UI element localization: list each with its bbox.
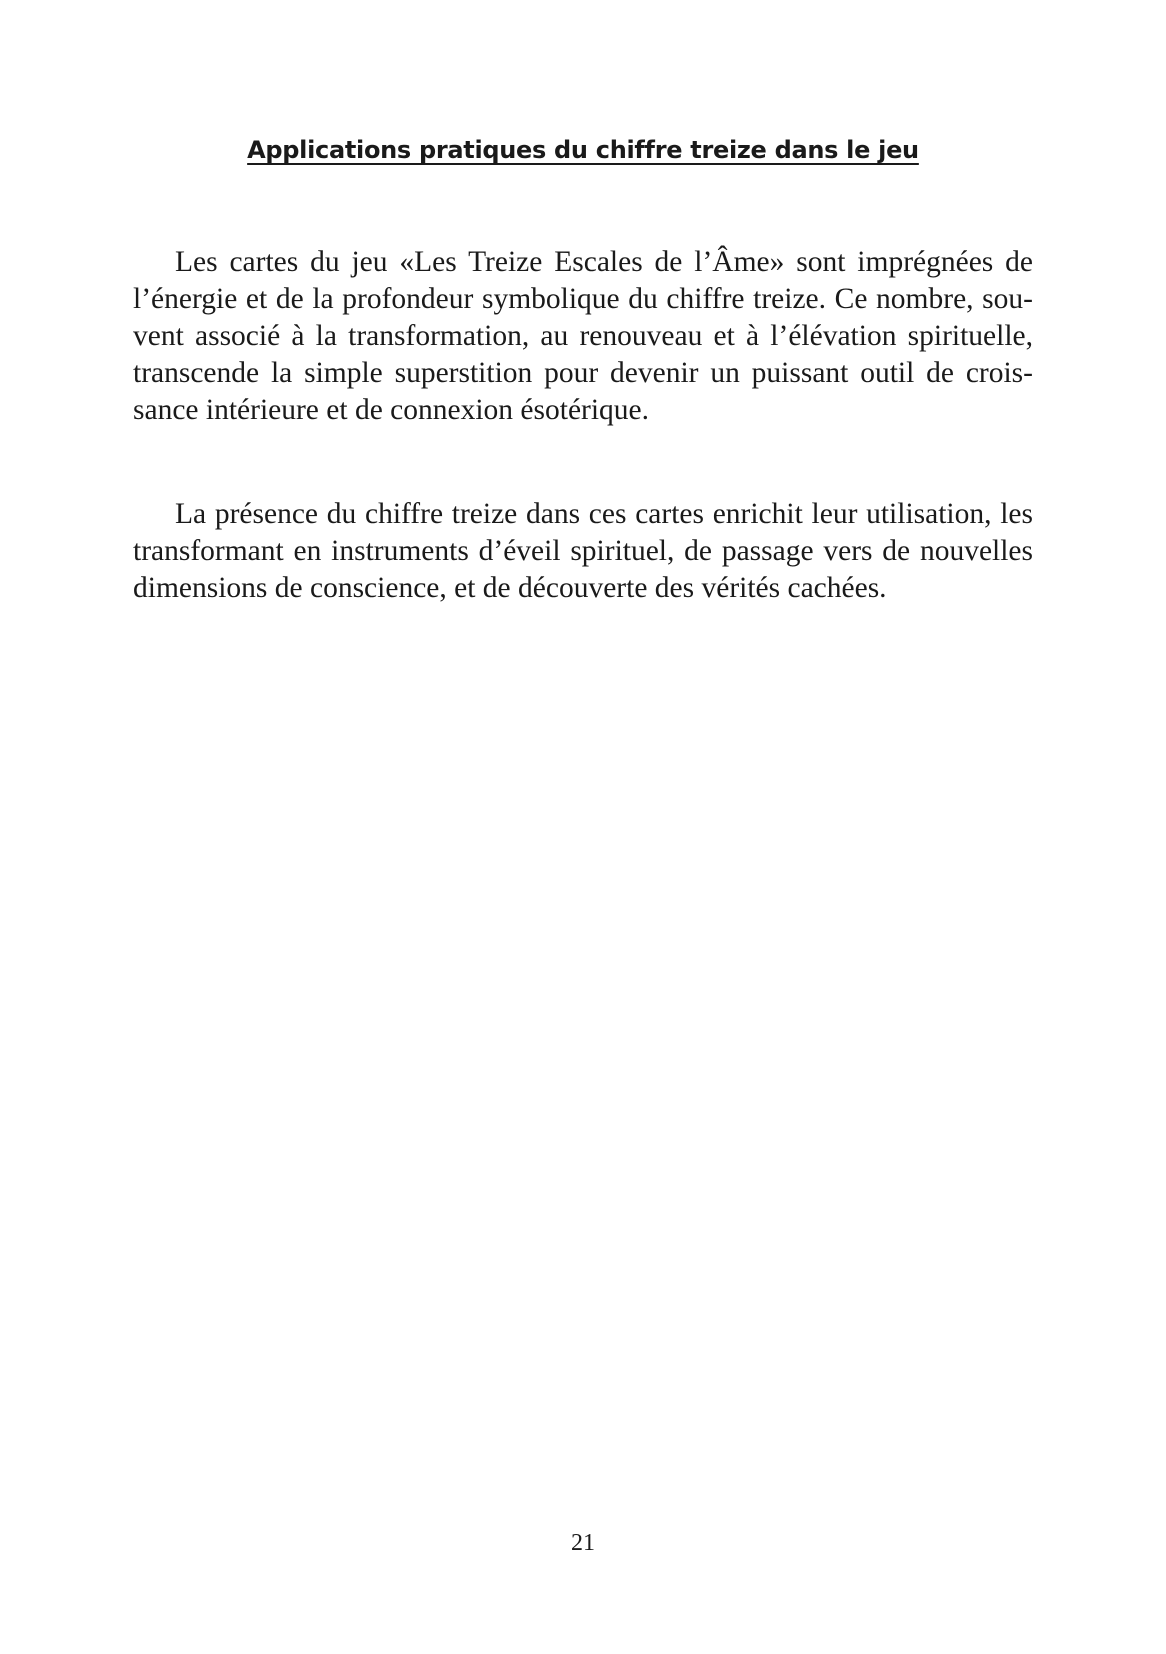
- section-title: Applications pratiques du chiffre treize dans le jeu: [247, 136, 919, 164]
- paragraph-1: Les cartes du jeu «Les Treize Escales de l’Âme» sont imprégnées de l’énergie et de la profondeur symbolique du chiffre treize. Ce nombre, souvent associé à la transformation, au renouveau et à l’élévation spirituelle, transcende la simple superstition pour devenir un puissant outil de croissance intérieure et de connexion ésotérique.: [133, 246, 1033, 426]
- paragraph-2: La présence du chiffre treize dans ces cartes enrichit leur utilisation, les transformant en instruments d’éveil spirituel, de passage vers de nouvelles dimensions de conscience, et de découverte des vérités cachées.: [133, 498, 1033, 604]
- page-number: 21: [571, 1530, 595, 1556]
